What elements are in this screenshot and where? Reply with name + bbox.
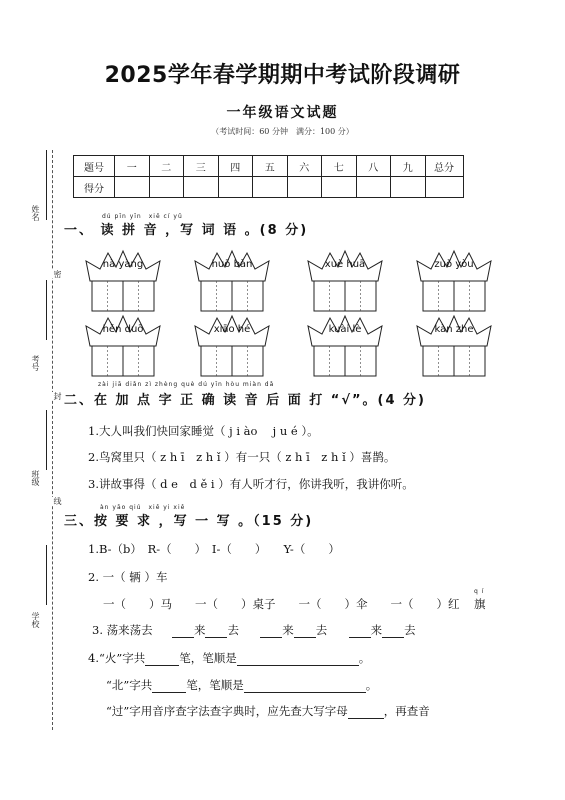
score-input-cell[interactable] (218, 177, 253, 198)
seal-mi: 密 (53, 270, 62, 278)
table-cell: 九 (391, 156, 426, 177)
name-label: 姓名 (31, 205, 40, 221)
q4-end: 。 (365, 678, 378, 692)
crown-pinyin: huō bàn (211, 259, 253, 270)
table-cell: 得分 (74, 177, 115, 198)
crown-word-box (415, 312, 493, 382)
number-line (46, 280, 47, 340)
answer-blank[interactable] (294, 625, 316, 638)
q3-qu: 去 (315, 623, 328, 637)
answer-blank[interactable] (237, 653, 359, 666)
sec3-q3 (92, 622, 416, 638)
answer-blank[interactable] (145, 653, 179, 666)
q3-lai: 来 (282, 623, 294, 637)
seal-xian: 线 (53, 497, 62, 505)
exam-title: 2025学年春学期期中考试阶段调研 (104, 63, 461, 88)
sec3-q4b (106, 677, 377, 693)
school-line (46, 545, 47, 605)
answer-blank[interactable] (205, 625, 227, 638)
exam-subtitle: 一年级语文试题 (226, 105, 339, 121)
q4-c-end: ，再查音 (383, 704, 430, 718)
answer-blank[interactable] (348, 706, 384, 719)
sec3-title: 三、按 要 求 ，写 一 写 。（15 分) (64, 514, 314, 529)
score-table (73, 155, 464, 198)
binding-dashed-line (52, 150, 53, 730)
crown-outline-icon (306, 312, 384, 378)
score-input-cell[interactable] (391, 177, 426, 198)
table-cell: 七 (322, 156, 357, 177)
answer-blank[interactable] (260, 625, 282, 638)
answer-blank[interactable] (382, 625, 404, 638)
score-input-cell[interactable] (184, 177, 219, 198)
sec3-q3-label: 3. 荡来荡去 (92, 623, 153, 637)
table-row (74, 156, 464, 177)
number-label: 考号 (31, 355, 40, 371)
score-input-cell[interactable] (425, 177, 463, 198)
score-input-cell[interactable] (356, 177, 391, 198)
q4-a-text: 4.“火”字共 (88, 651, 146, 665)
q4-b-text: “北”字共 (106, 678, 153, 692)
crown-pinyin: zuǒ yòu (434, 259, 474, 270)
sec2-title: 二、在 加 点 字 正 确 读 音 后 面 打 “√”。(4 分) (64, 393, 426, 408)
q4-bi-text: 笔，笔顺是 (186, 678, 244, 692)
table-cell: 六 (287, 156, 322, 177)
crown-word-box (84, 312, 162, 382)
sec3-pinyin: àn yāo qiú xiě yi xiě (100, 504, 186, 511)
crown-outline-icon (84, 247, 162, 313)
score-input-cell[interactable] (253, 177, 288, 198)
crown-outline-icon (84, 312, 162, 378)
q3-qu: 去 (404, 623, 416, 637)
name-line (46, 150, 47, 220)
class-label: 班级 (31, 470, 40, 486)
sec3-q1: 1.B-（b） R-（ ） I-（ ） Y-（ ） (88, 542, 340, 556)
q3-qu: 去 (227, 623, 239, 637)
crown-outline-icon (306, 247, 384, 313)
answer-blank[interactable] (152, 680, 186, 693)
crown-pinyin: hěn duō (102, 324, 144, 335)
score-input-cell[interactable] (149, 177, 184, 198)
table-row (74, 177, 464, 198)
sec3-qi-char: 旗 (474, 597, 486, 611)
table-cell: 四 (218, 156, 253, 177)
sec1-title: 一、 读 拼 音 ，写 词 语 。(8 分) (64, 223, 309, 238)
seal-feng: 封 (53, 392, 62, 400)
q3-lai: 来 (193, 623, 206, 637)
sec2-q1: 1.大人叫我们快回家睡觉（ j i ào j u é ）。 (88, 424, 319, 438)
sec3-q2-items: 一（ ）马 一（ ）桌子 一（ ）伞 一（ ）红 (103, 597, 460, 611)
crown-pinyin: kàn zhe (434, 324, 474, 335)
crown-word-box (306, 312, 384, 382)
score-input-cell[interactable] (115, 177, 150, 198)
school-label: 学校 (31, 612, 40, 628)
crown-word-box (84, 247, 162, 317)
table-cell: 三 (184, 156, 219, 177)
crown-pinyin: xuě huā (324, 259, 366, 270)
crown-word-box (193, 312, 271, 382)
q3-lai: 来 (370, 623, 383, 637)
crown-pinyin: nà yàng (102, 259, 144, 270)
q4-c-text: “过”字用音序查字法查字典时，应先查大写字母 (106, 704, 348, 718)
crown-outline-icon (193, 247, 271, 313)
sec3-q4a (88, 650, 370, 666)
sec3-qi-pinyin: q í (474, 588, 485, 595)
crown-word-box (306, 247, 384, 317)
sec2-pinyin: zài jiā diǎn zì zhèng què dú yīn hòu miàn dǎ (98, 381, 275, 388)
answer-blank[interactable] (172, 625, 194, 638)
sec2-q3: 3.讲故事得（ d e d ě i ）有人听才行，你讲我听，我讲你听。 (88, 477, 414, 491)
answer-blank[interactable] (244, 680, 366, 693)
sec2-q2: 2.鸟窝里只（ z h ī z h ǐ ）有一只（ z h ī z h ǐ ）喜鹊。 (88, 450, 396, 464)
class-line (46, 410, 47, 470)
table-cell: 一 (115, 156, 150, 177)
table-cell: 总分 (425, 156, 463, 177)
crown-word-box (415, 247, 493, 317)
crown-pinyin: kuài lè (328, 324, 362, 335)
q4-bi-text: 笔，笔顺是 (179, 651, 237, 665)
table-cell: 五 (253, 156, 288, 177)
crown-word-box (193, 247, 271, 317)
crown-outline-icon (193, 312, 271, 378)
sec3-q4c (106, 703, 430, 719)
score-input-cell[interactable] (322, 177, 357, 198)
sec1-pinyin: dú pīn yīn xiě cí yǔ (102, 213, 183, 220)
answer-blank[interactable] (349, 625, 371, 638)
sec3-q2: 2. 一（ 辆 ）车 (88, 570, 168, 584)
crown-outline-icon (415, 312, 493, 378)
score-input-cell[interactable] (287, 177, 322, 198)
table-cell: 二 (149, 156, 184, 177)
table-cell: 八 (356, 156, 391, 177)
crown-pinyin: xiāo hé (213, 324, 251, 335)
table-cell: 题号 (74, 156, 115, 177)
exam-meta: （考试时间：60 分钟 满分：100 分） (211, 127, 354, 136)
q4-end: 。 (358, 651, 371, 665)
crown-outline-icon (415, 247, 493, 313)
